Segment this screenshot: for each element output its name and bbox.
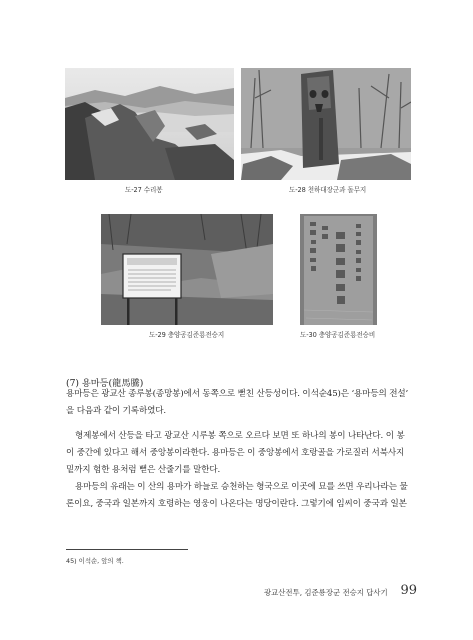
footnote-45: 45) 이석순, 앞의 책.	[66, 557, 124, 565]
running-title: 광교산전투, 김준룡장군 전승지 답사기	[264, 588, 388, 597]
footnote-divider	[66, 549, 188, 550]
running-footer	[264, 587, 416, 598]
paragraph-line: 용마등의 유래는 이 산의 용마가 하늘로 승천하는 형국으로 이곳에 묘를 쓰면 우리나라는 물	[75, 482, 408, 492]
paragraph-line: 용마등은 광교산 종루봉(종망봉)에서 동쪽으로 뻗친 산등성이다. 이석순45)은 ‘용마등의 전설’	[66, 389, 409, 399]
figure-30-photo	[300, 214, 377, 325]
figure-27-photo	[65, 68, 234, 180]
figure-28-photo	[241, 68, 411, 180]
page-number: 99	[400, 583, 417, 598]
paragraph-1	[66, 386, 415, 420]
paragraph-line: 이 중간에 있다고 해서 중앙봉이라한다. 용마등은 이 중앙봉에서 호랑골을 가로질러 서북사지	[66, 448, 405, 458]
paragraph-line: 형제봉에서 산등을 타고 광교산 시루봉 쪽으로 오르다 보면 또 하나의 봉이 나타난다. 이 봉	[75, 431, 405, 441]
section-heading: (7) 용마등(龍馬騰)	[66, 378, 144, 389]
paragraph-line: 을 다음과 같이 기록하였다.	[66, 406, 166, 416]
paragraph-line: 론이요, 중국과 일본까지 호령하는 영웅이 나온다는 명당이란다. 그렇기에 임씨이 중국과 일본	[66, 499, 407, 509]
figure-27-caption: 도-27 수리봉	[125, 186, 163, 194]
figure-29-caption: 도-29 충양공김준룡전승지	[149, 331, 225, 339]
figure-30-caption: 도-30 충양공김준룡전승비	[300, 331, 376, 339]
figure-29-photo	[101, 214, 273, 325]
figure-28-caption: 도-28 천하대장군과 돌무지	[289, 186, 367, 194]
paragraph-line: 밑까지 험한 용처럼 뻗은 산줄기를 말한다.	[66, 465, 221, 475]
paragraph-2	[66, 428, 415, 513]
